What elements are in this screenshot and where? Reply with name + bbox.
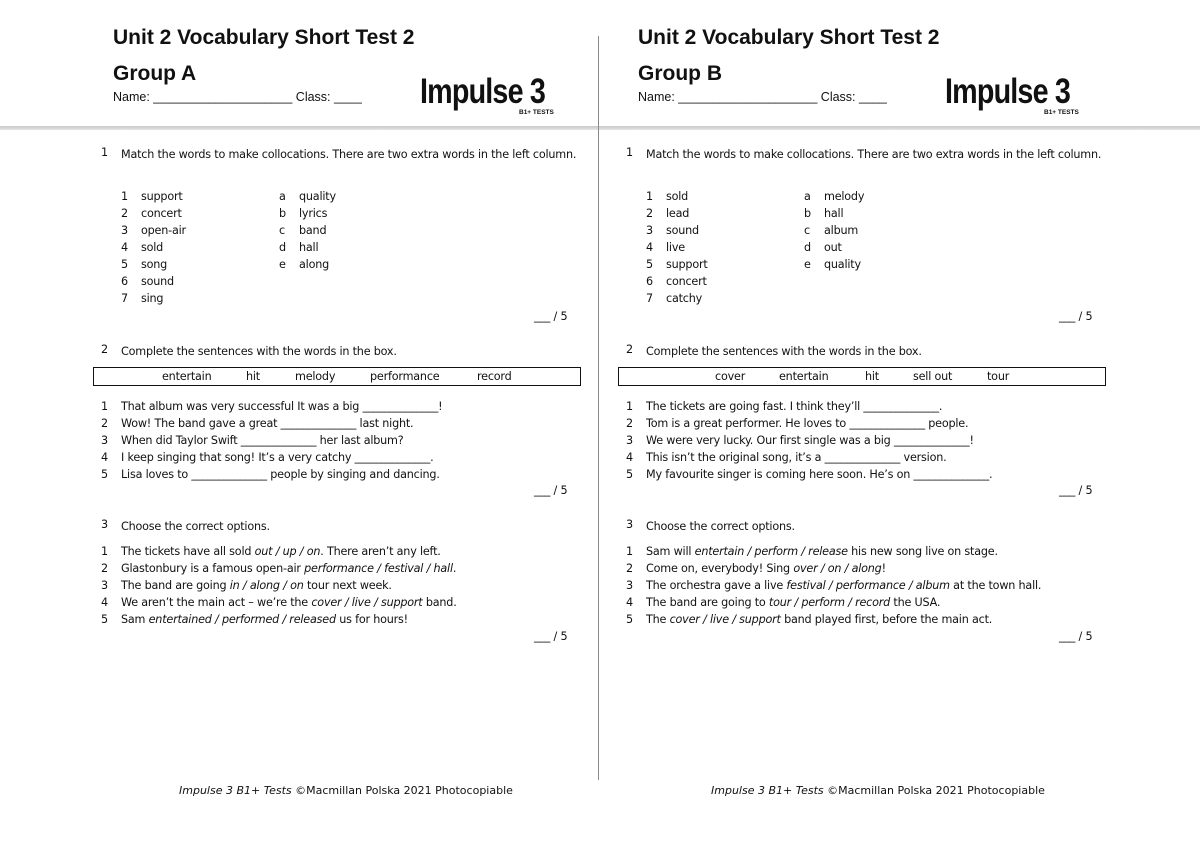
option-item xyxy=(101,543,581,560)
item-word: live xyxy=(666,241,685,254)
list-item xyxy=(279,256,519,273)
item-number: 2 xyxy=(626,562,633,575)
item-number: 4 xyxy=(626,451,633,464)
sentence-end: . xyxy=(452,562,457,575)
exercise-instruction: Complete the sentences with the words in the box. xyxy=(121,345,397,358)
item-number: c xyxy=(279,224,285,237)
box-word: melody xyxy=(295,370,336,383)
brand-subtitle: B1+ TESTS xyxy=(519,109,554,116)
footer-copyright: ©Macmillan Polska 2021 Photocopiable xyxy=(291,784,513,797)
item-number: 4 xyxy=(121,241,128,254)
box-word: hit xyxy=(865,370,879,383)
score-box[interactable]: ___ / 5 xyxy=(534,484,568,497)
item-number: b xyxy=(279,207,286,220)
copyright-footer xyxy=(711,784,1045,797)
brand-subtitle: B1+ TESTS xyxy=(1044,109,1079,116)
sentence-start: Glastonbury is a famous open-air xyxy=(121,562,305,575)
exercise-number: 2 xyxy=(101,343,108,356)
item-word: catchy xyxy=(666,292,703,305)
score-box[interactable]: ___ / 5 xyxy=(1059,310,1093,323)
item-word: hall xyxy=(299,241,319,254)
item-number: 4 xyxy=(101,451,108,464)
test-page-group-b xyxy=(525,0,1125,849)
answer-options[interactable]: entertained / performed / released xyxy=(148,613,336,626)
item-number: b xyxy=(804,207,811,220)
sentence-end: his new song live on stage. xyxy=(847,545,998,558)
item-word: sound xyxy=(666,224,699,237)
sentence-text[interactable]: Tom is a great performer. He loves to ______________ people. xyxy=(646,417,969,430)
item-number: 1 xyxy=(626,400,633,413)
item-number: 3 xyxy=(101,434,108,447)
score-box[interactable]: ___ / 5 xyxy=(534,310,568,323)
item-word: melody xyxy=(824,190,865,203)
option-item xyxy=(626,560,1106,577)
item-number: 5 xyxy=(121,258,128,271)
item-word: album xyxy=(824,224,859,237)
answer-options[interactable]: cover / live / support xyxy=(311,596,423,609)
list-item xyxy=(121,290,361,307)
sentence-item xyxy=(626,449,1106,466)
exercise-instruction: Choose the correct options. xyxy=(121,520,270,533)
box-word: tour xyxy=(987,370,1010,383)
item-word: quality xyxy=(824,258,861,271)
item-number: 5 xyxy=(626,613,633,626)
sentence-text[interactable]: Wow! The band gave a great ______________ last night. xyxy=(121,417,414,430)
sentence-end: . There aren’t any left. xyxy=(320,545,441,558)
list-item xyxy=(804,205,1044,222)
item-number: c xyxy=(804,224,810,237)
option-sentence xyxy=(121,543,441,560)
item-number: 3 xyxy=(646,224,653,237)
sentence-start: The band are going xyxy=(121,579,230,592)
sentence-end: band. xyxy=(422,596,457,609)
test-title: Unit 2 Vocabulary Short Test 2 xyxy=(113,26,415,49)
option-sentence xyxy=(646,560,886,577)
sentence-end: us for hours! xyxy=(335,613,408,626)
answer-options[interactable]: festival / performance / album xyxy=(786,579,950,592)
sentence-end: tour next week. xyxy=(303,579,392,592)
sentence-text[interactable]: My favourite singer is coming here soon. He’s on ______________. xyxy=(646,468,993,481)
item-word: sing xyxy=(141,292,164,305)
right-word-list xyxy=(279,188,519,273)
option-sentence xyxy=(646,577,1041,594)
sentence-text[interactable]: This isn’t the original song, it’s a ______________ version. xyxy=(646,451,947,464)
item-number: a xyxy=(804,190,811,203)
sentence-start: Come on, everybody! Sing xyxy=(646,562,794,575)
box-word: performance xyxy=(370,370,440,383)
item-number: 3 xyxy=(121,224,128,237)
word-box xyxy=(618,367,1106,386)
footer-series: Impulse 3 B1+ Tests xyxy=(179,784,292,797)
item-word: concert xyxy=(666,275,707,288)
answer-options[interactable]: over / on / along xyxy=(793,562,882,575)
option-item xyxy=(101,560,581,577)
list-item xyxy=(804,256,1044,273)
item-number: a xyxy=(279,190,286,203)
item-number: 5 xyxy=(101,613,108,626)
item-word: sound xyxy=(141,275,174,288)
exercise-number: 1 xyxy=(626,146,633,159)
sentence-text[interactable]: When did Taylor Swift ______________ her last album? xyxy=(121,434,404,447)
option-sentence xyxy=(121,594,457,611)
item-word: band xyxy=(299,224,327,237)
item-word: lyrics xyxy=(299,207,328,220)
name-class-field[interactable]: Name: ____________________ Class: ____ xyxy=(638,90,887,104)
option-item xyxy=(626,594,1106,611)
sentence-start: The orchestra gave a live xyxy=(646,579,787,592)
box-word: sell out xyxy=(913,370,953,383)
option-item xyxy=(626,577,1106,594)
item-number: 1 xyxy=(101,400,108,413)
item-number: 4 xyxy=(626,596,633,609)
exercise-number: 3 xyxy=(101,518,108,531)
box-word: entertain xyxy=(779,370,829,383)
item-word: sold xyxy=(141,241,164,254)
item-word: out xyxy=(824,241,842,254)
sentence-end: at the town hall. xyxy=(949,579,1042,592)
exercise-number: 1 xyxy=(101,146,108,159)
item-number: 3 xyxy=(626,434,633,447)
list-item xyxy=(646,273,886,290)
option-item xyxy=(626,543,1106,560)
item-number: 3 xyxy=(101,579,108,592)
group-label: Group A xyxy=(113,62,197,85)
option-sentence xyxy=(646,611,992,628)
list-item xyxy=(804,239,1044,256)
answer-options[interactable]: in / along / on xyxy=(229,579,304,592)
sentence-item xyxy=(626,432,1106,449)
list-item xyxy=(804,222,1044,239)
list-item xyxy=(279,188,519,205)
list-item xyxy=(279,205,519,222)
item-number: 1 xyxy=(121,190,128,203)
score-box[interactable]: ___ / 5 xyxy=(1059,630,1093,643)
option-sentence xyxy=(646,594,940,611)
sentence-start: Sam will xyxy=(646,545,695,558)
sentence-end: band played first, before the main act. xyxy=(780,613,993,626)
exercise-instruction: Choose the correct options. xyxy=(646,520,795,533)
sentence-end: ! xyxy=(881,562,886,575)
exercise-instruction: Match the words to make collocations. There are two extra words in the left column. xyxy=(121,148,577,161)
sentence-start: Sam xyxy=(121,613,149,626)
list-item xyxy=(646,290,886,307)
answer-options[interactable]: entertain / perform / release xyxy=(694,545,848,558)
sentence-item xyxy=(101,466,581,483)
footer-copyright: ©Macmillan Polska 2021 Photocopiable xyxy=(823,784,1045,797)
item-number: 5 xyxy=(101,468,108,481)
option-sentence xyxy=(646,543,998,560)
item-number: 5 xyxy=(626,468,633,481)
sentence-start: We aren’t the main act – we’re the xyxy=(121,596,312,609)
item-number: 2 xyxy=(101,562,108,575)
option-item xyxy=(626,611,1106,628)
name-class-field[interactable]: Name: ____________________ Class: ____ xyxy=(113,90,362,104)
sentence-text[interactable]: That album was very successful It was a big ______________! xyxy=(121,400,443,413)
sentence-item xyxy=(101,449,581,466)
answer-options[interactable]: cover / live / support xyxy=(669,613,781,626)
item-number: 2 xyxy=(626,417,633,430)
item-number: e xyxy=(279,258,286,271)
item-number: 1 xyxy=(646,190,653,203)
item-word: along xyxy=(299,258,330,271)
box-word: entertain xyxy=(162,370,212,383)
item-word: sold xyxy=(666,190,689,203)
copyright-footer xyxy=(179,784,513,797)
box-word: hit xyxy=(246,370,260,383)
item-number: 1 xyxy=(626,545,633,558)
right-word-list xyxy=(804,188,1044,273)
sentence-list xyxy=(626,398,1106,483)
list-item xyxy=(279,222,519,239)
item-word: support xyxy=(666,258,708,271)
option-item xyxy=(101,594,581,611)
list-item xyxy=(804,188,1044,205)
item-number: d xyxy=(279,241,286,254)
sentence-start: The xyxy=(646,613,670,626)
answer-options[interactable]: performance / festival / hall xyxy=(304,562,453,575)
sentence-text[interactable]: The tickets are going fast. I think they’ll ______________. xyxy=(646,400,943,413)
options-list xyxy=(101,543,581,628)
sentence-item xyxy=(626,415,1106,432)
list-item xyxy=(121,273,361,290)
brand-logo: Impulse 3 xyxy=(420,72,546,111)
item-number: 7 xyxy=(646,292,653,305)
footer-series: Impulse 3 B1+ Tests xyxy=(711,784,824,797)
score-box[interactable]: ___ / 5 xyxy=(1059,484,1093,497)
sentence-item xyxy=(101,398,581,415)
item-number: 5 xyxy=(646,258,653,271)
sentence-item xyxy=(626,398,1106,415)
item-number: 2 xyxy=(101,417,108,430)
option-sentence xyxy=(121,577,392,594)
options-list xyxy=(626,543,1106,628)
exercise-instruction: Complete the sentences with the words in the box. xyxy=(646,345,922,358)
sentence-list xyxy=(101,398,581,483)
test-title: Unit 2 Vocabulary Short Test 2 xyxy=(638,26,940,49)
item-word: open-air xyxy=(141,224,186,237)
item-word: song xyxy=(141,258,168,271)
item-number: 6 xyxy=(646,275,653,288)
item-number: 6 xyxy=(121,275,128,288)
box-word: cover xyxy=(715,370,746,383)
item-number: 2 xyxy=(646,207,653,220)
item-number: 2 xyxy=(121,207,128,220)
sentence-item xyxy=(101,415,581,432)
sentence-text[interactable]: We were very lucky. Our first single was a big ______________! xyxy=(646,434,974,447)
option-sentence xyxy=(121,611,408,628)
option-sentence xyxy=(121,560,456,577)
sentence-text[interactable]: Lisa loves to ______________ people by singing and dancing. xyxy=(121,468,440,481)
item-number: 3 xyxy=(626,579,633,592)
answer-options[interactable]: tour / perform / record xyxy=(768,596,891,609)
exercise-number: 2 xyxy=(626,343,633,356)
score-box[interactable]: ___ / 5 xyxy=(534,630,568,643)
item-number: 1 xyxy=(101,545,108,558)
option-item xyxy=(101,577,581,594)
answer-options[interactable]: out / up / on xyxy=(254,545,321,558)
item-word: hall xyxy=(824,207,844,220)
item-number: 4 xyxy=(101,596,108,609)
list-item xyxy=(279,239,519,256)
item-number: 4 xyxy=(646,241,653,254)
sentence-start: The band are going to xyxy=(646,596,769,609)
word-box xyxy=(93,367,581,386)
option-item xyxy=(101,611,581,628)
group-label: Group B xyxy=(638,62,722,85)
item-number: 7 xyxy=(121,292,128,305)
exercise-number: 3 xyxy=(626,518,633,531)
brand-logo: Impulse 3 xyxy=(945,72,1071,111)
item-word: concert xyxy=(141,207,182,220)
exercise-instruction: Match the words to make collocations. There are two extra words in the left column. xyxy=(646,148,1102,161)
sentence-item xyxy=(626,466,1106,483)
sentence-start: The tickets have all sold xyxy=(121,545,255,558)
item-word: lead xyxy=(666,207,690,220)
sentence-text[interactable]: I keep singing that song! It’s a very catchy ______________. xyxy=(121,451,434,464)
item-word: quality xyxy=(299,190,336,203)
item-number: e xyxy=(804,258,811,271)
item-number: d xyxy=(804,241,811,254)
item-word: support xyxy=(141,190,183,203)
sentence-item xyxy=(101,432,581,449)
box-word: record xyxy=(477,370,512,383)
sentence-end: the USA. xyxy=(890,596,941,609)
